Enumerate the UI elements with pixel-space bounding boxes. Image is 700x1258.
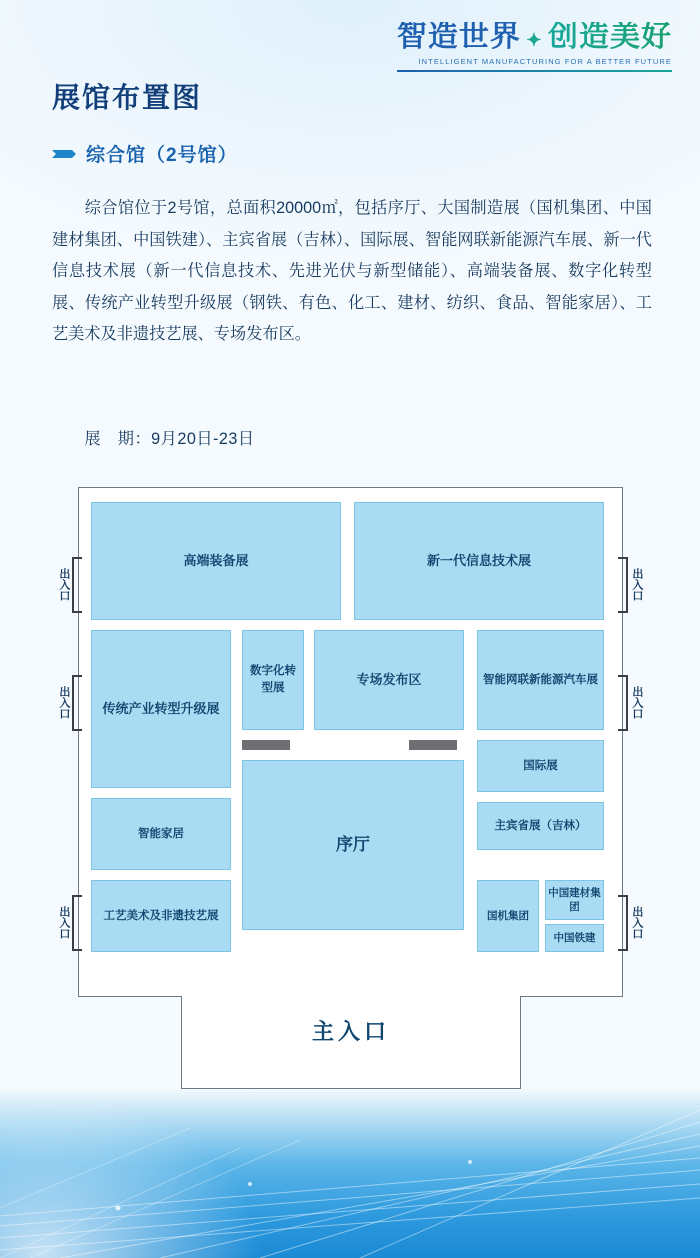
main-entrance[interactable] — [181, 997, 521, 1089]
exit-right-2[interactable] — [628, 675, 644, 729]
brand-dot-icon: ✦ — [520, 30, 548, 50]
room-label: 主宾省展（吉林） — [494, 819, 587, 832]
exit-left-1[interactable] — [55, 557, 71, 611]
exit-left-3[interactable] — [55, 895, 71, 949]
brand-english: INTELLIGENT MANUFACTURING FOR A BETTER FUTURE — [418, 57, 672, 66]
date-value: 9月20日-23日 — [151, 430, 255, 448]
room-special-release-area[interactable] — [314, 630, 464, 730]
room-intelligent-connected-vehicles[interactable] — [477, 630, 604, 730]
exit-label: 出入口 — [57, 685, 70, 719]
entrance-opening — [182, 995, 520, 999]
room-label: 国机集团 — [487, 909, 529, 922]
wall-segment-left — [242, 740, 290, 750]
room-traditional-industry-upgrade[interactable] — [91, 630, 231, 788]
exit-right-3[interactable] — [628, 895, 644, 949]
room-label: 序厅 — [336, 834, 370, 854]
description-paragraph — [52, 193, 652, 351]
floor-plan-rooms — [79, 488, 622, 996]
room-arts-crafts-intangible-heritage[interactable] — [91, 880, 231, 952]
room-label: 传统产业转型升级展 — [102, 700, 220, 716]
page-title: 展馆布置图 — [52, 82, 203, 113]
footer-decoration — [0, 1088, 700, 1258]
wall-segment-right — [409, 740, 457, 750]
room-label: 中国建材集团 — [548, 886, 601, 913]
room-label: 新一代信息技术展 — [426, 552, 531, 568]
room-label: 国际展 — [523, 759, 558, 772]
brand-logo — [397, 22, 672, 72]
room-cnbm[interactable] — [545, 880, 604, 920]
brand-slogan-right: 创造美好 — [548, 20, 672, 53]
description-text: 综合馆位于2号馆，总面积20000㎡，包括序厅、大国制造展（国机集团、中国建材集团、中国铁建）、主宾省展（吉林）、国际展、智能网联新能源汽车展、新一代信息技术展（新一代信息技术、先进光伏与新型储能）、高端装备展、数字化转型展、传统产业转型升级展（钢铁、有色、化工、建材、纺织、食品、智能家居）、工艺美术及非遗技艺展、专场发布区。 — [52, 199, 652, 344]
section-title: 综合馆（2号馆） — [86, 145, 238, 166]
exit-label: 出入口 — [630, 567, 643, 601]
exit-mark-left-3 — [72, 895, 82, 951]
room-label: 工艺美术及非遗技艺展 — [103, 909, 219, 922]
exit-label: 出入口 — [57, 567, 70, 601]
exit-mark-left-1 — [72, 557, 82, 613]
room-label: 智能家居 — [138, 827, 184, 840]
room-international[interactable] — [477, 740, 604, 792]
exit-mark-left-2 — [72, 675, 82, 731]
exit-mark-right-3 — [618, 895, 628, 951]
room-label: 智能网联新能源汽车展 — [483, 673, 598, 686]
brand-slogan — [397, 22, 672, 52]
exit-label: 出入口 — [630, 905, 643, 939]
room-label: 中国铁建 — [553, 931, 596, 944]
room-label: 高端装备展 — [183, 552, 249, 568]
room-guest-province[interactable] — [477, 802, 604, 850]
room-high-end-equipment[interactable] — [91, 502, 341, 620]
exit-label: 出入口 — [57, 905, 70, 939]
section-header — [52, 140, 238, 167]
brand-slogan-left: 智造世界 — [396, 20, 521, 53]
room-preface-hall[interactable] — [242, 760, 464, 930]
footer-glow — [0, 1088, 280, 1258]
room-smart-home[interactable] — [91, 798, 231, 870]
exit-left-2[interactable] — [55, 675, 71, 729]
room-sinomach[interactable] — [477, 880, 539, 952]
date-label: 展 期： — [84, 430, 152, 448]
exit-right-1[interactable] — [628, 557, 644, 611]
exit-label: 出入口 — [630, 685, 643, 719]
exit-mark-right-1 — [618, 557, 628, 613]
floor-plan — [78, 487, 623, 997]
room-label: 数字化转型展 — [250, 665, 296, 694]
room-crcc[interactable] — [545, 924, 604, 952]
room-new-generation-it[interactable] — [354, 502, 604, 620]
exit-mark-right-2 — [618, 675, 628, 731]
arrow-right-icon — [52, 147, 76, 161]
room-label: 专场发布区 — [356, 671, 422, 687]
room-digital-transformation[interactable] — [242, 630, 304, 730]
brand-rule — [397, 70, 672, 72]
main-entrance-label: 主入口 — [311, 1019, 390, 1044]
date-line — [52, 425, 255, 449]
